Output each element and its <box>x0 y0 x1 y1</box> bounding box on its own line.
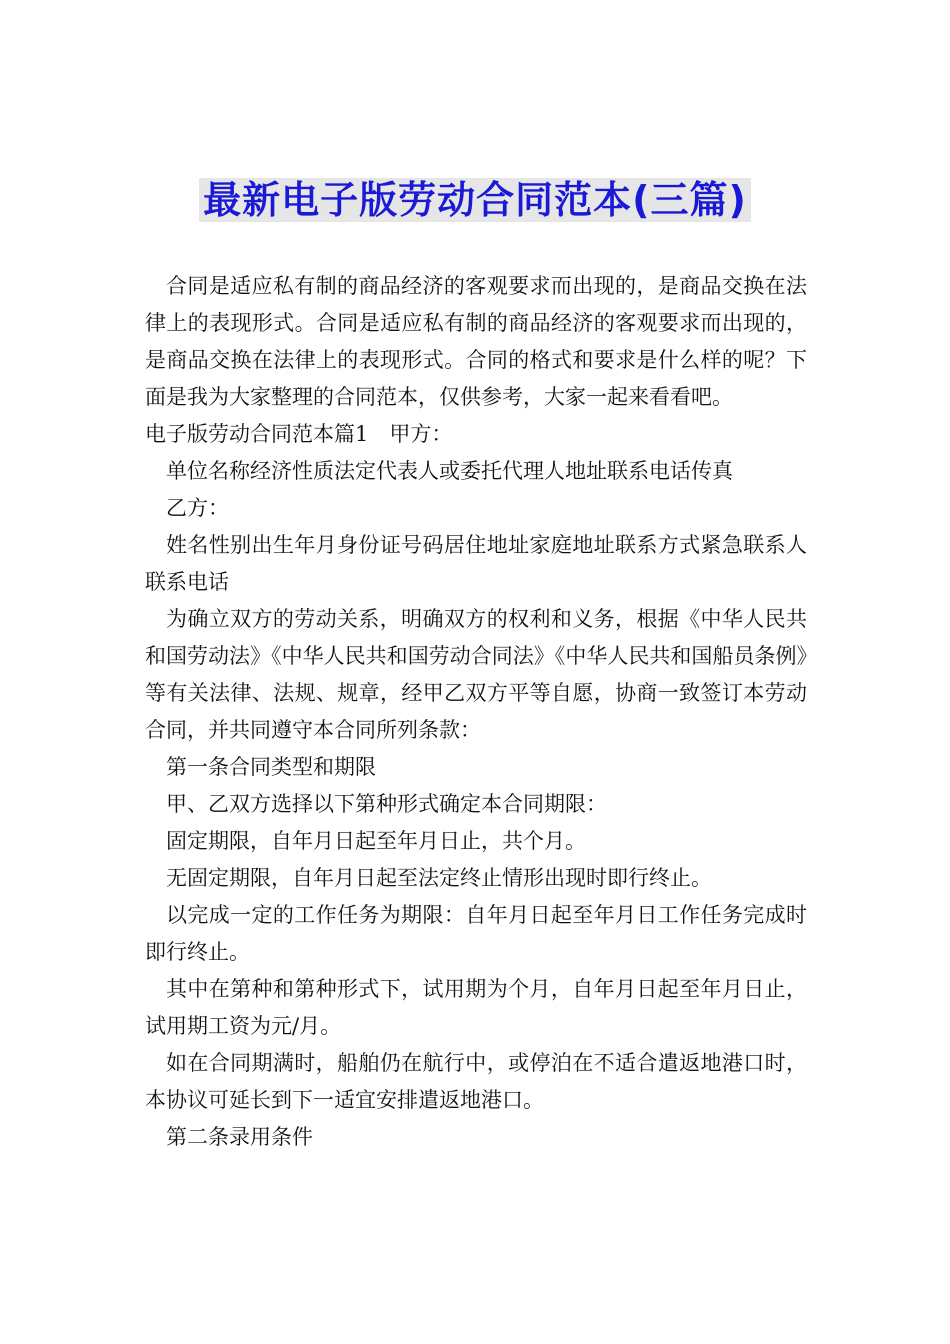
paragraph: 姓名性别出生年月身份证号码居住地址家庭地址联系方式紧急联系人联系电话 <box>145 533 807 594</box>
paragraph: 无固定期限，自年月日起至法定终止情形出现时即行终止。 <box>166 866 712 890</box>
paragraph: 其中在第种和第种形式下，试用期为个月，自年月日起至年月日止，试用期工资为元/月。 <box>145 977 807 1038</box>
document-body <box>145 268 807 1156</box>
paragraph: 甲、乙双方选择以下第种形式确定本合同期限： <box>166 792 607 816</box>
title-container <box>0 178 950 222</box>
paragraph: 乙方： <box>166 496 229 520</box>
paragraph: 单位名称经济性质法定代表人或委托代理人地址联系电话传真 <box>166 459 733 483</box>
paragraph: 电子版劳动合同范本篇1 甲方： <box>145 422 453 446</box>
paragraph: 以完成一定的工作任务为期限：自年月日起至年月日工作任务完成时即行终止。 <box>145 903 807 964</box>
paragraph: 为确立双方的劳动关系，明确双方的权利和义务，根据《中华人民共和国劳动法》《中华人民共和国劳动合同法》《中华人民共和国船员条例》等有关法律、法规、规章，经甲乙双方平等自愿，协商一致签订本劳动合同，并共同遵守本合同所列条款： <box>145 607 807 742</box>
document-title: 最新电子版劳动合同范本(三篇) <box>199 178 751 222</box>
paragraph: 第二条录用条件 <box>166 1125 313 1149</box>
paragraph: 固定期限，自年月日起至年月日止，共个月。 <box>166 829 586 853</box>
paragraph: 如在合同期满时，船舶仍在航行中，或停泊在不适合遣返地港口时，本协议可延长到下一适宜安排遣返地港口。 <box>145 1051 807 1112</box>
paragraph: 第一条合同类型和期限 <box>166 755 376 779</box>
paragraph: 合同是适应私有制的商品经济的客观要求而出现的，是商品交换在法律上的表现形式。合同是适应私有制的商品经济的客观要求而出现的，是商品交换在法律上的表现形式。合同的格式和要求是什么样的呢？下面是我为大家整理的合同范本，仅供参考，大家一起来看看吧。 <box>145 274 807 409</box>
